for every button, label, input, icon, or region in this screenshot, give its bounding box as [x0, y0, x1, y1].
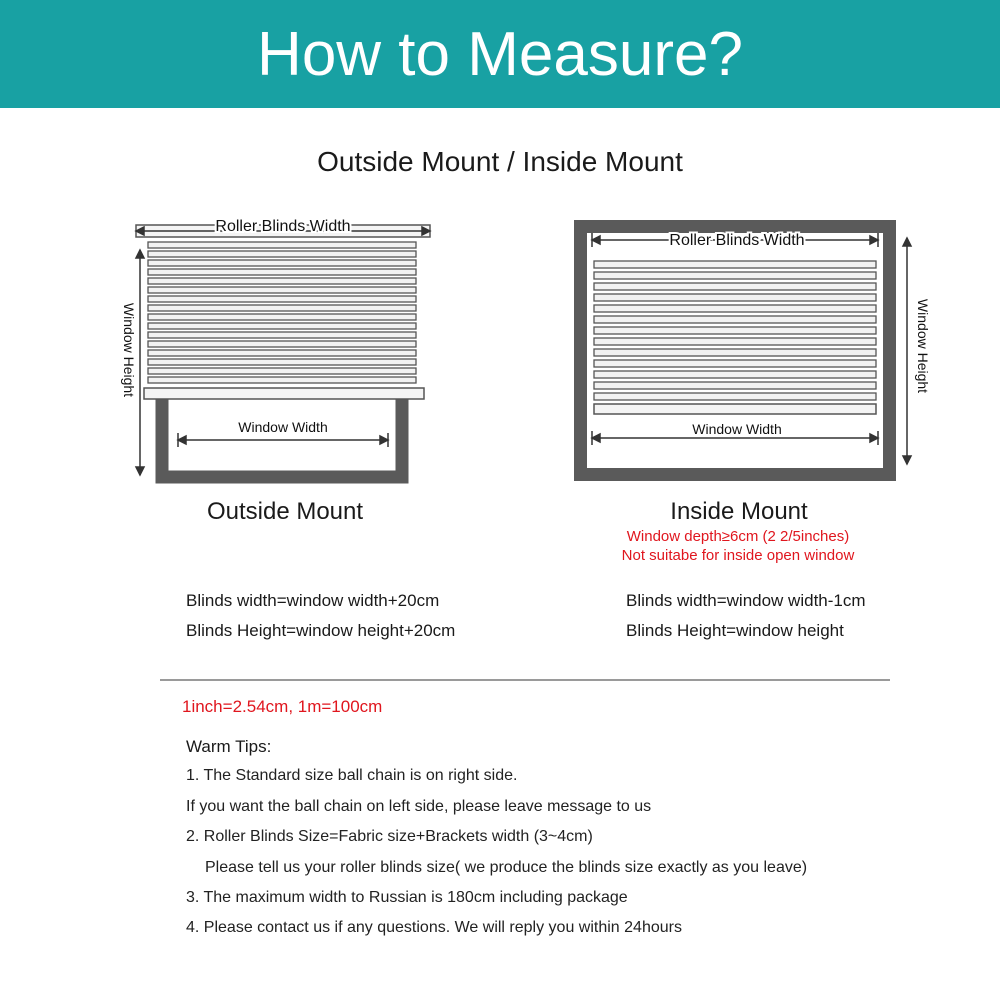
tip-line: If you want the ball chain on left side, please leave message to us [186, 798, 652, 815]
inside-width-formula: Blinds width=window width-1cm [626, 591, 866, 610]
tip-line: 3. The maximum width to Russian is 180cm including package [186, 889, 628, 906]
warm-tips-heading: Warm Tips: [186, 737, 272, 756]
inside-bottom-bar [594, 404, 876, 414]
header-banner [0, 0, 1000, 108]
outside-window-width-label: Window Width [238, 419, 328, 435]
inside-open-window-note: Not suitabe for inside open window [621, 547, 855, 564]
tip-line: 4. Please contact us if any questions. We will reply you within 24hours [186, 919, 682, 936]
page-title: How to Measure? [257, 20, 743, 89]
outside-bottom-bar [144, 388, 424, 399]
section-divider [160, 679, 890, 681]
outside-height-formula: Blinds Height=window height+20cm [186, 621, 456, 640]
outside-width-formula: Blinds width=window width+20cm [186, 591, 440, 610]
outside-blind-slats [148, 242, 416, 383]
inside-height-formula: Blinds Height=window height [626, 621, 844, 640]
tip-line: 1. The Standard size ball chain is on right side. [186, 767, 518, 784]
inside-mount-title: Inside Mount [670, 498, 808, 525]
section-subtitle: Outside Mount / Inside Mount [317, 146, 683, 177]
inside-window-width-label: Window Width [692, 421, 782, 437]
inside-depth-note: Window depth≥6cm (2 2/5inches) [626, 528, 850, 545]
inside-roller-width-label: Roller Blinds Width [669, 232, 805, 249]
outside-window-frame [162, 398, 402, 477]
outside-roller-width-label: Roller Blinds Width [215, 218, 351, 235]
unit-conversion-note: 1inch=2.54cm, 1m=100cm [182, 697, 383, 716]
inside-height-arrow [903, 238, 911, 464]
inside-mount-diagram [560, 210, 940, 490]
inside-height-label: Window Height [915, 298, 931, 394]
tip-line: 2. Roller Blinds Size=Fabric size+Brackets width (3~4cm) [186, 828, 593, 845]
outside-height-label: Window Height [121, 302, 137, 398]
outside-window-width-arrow [178, 433, 388, 447]
outside-mount-title: Outside Mount [206, 498, 364, 525]
tip-line: Please tell us your roller blinds size( we produce the blinds size exactly as you leave) [205, 859, 808, 876]
outside-mount-diagram [100, 205, 440, 495]
